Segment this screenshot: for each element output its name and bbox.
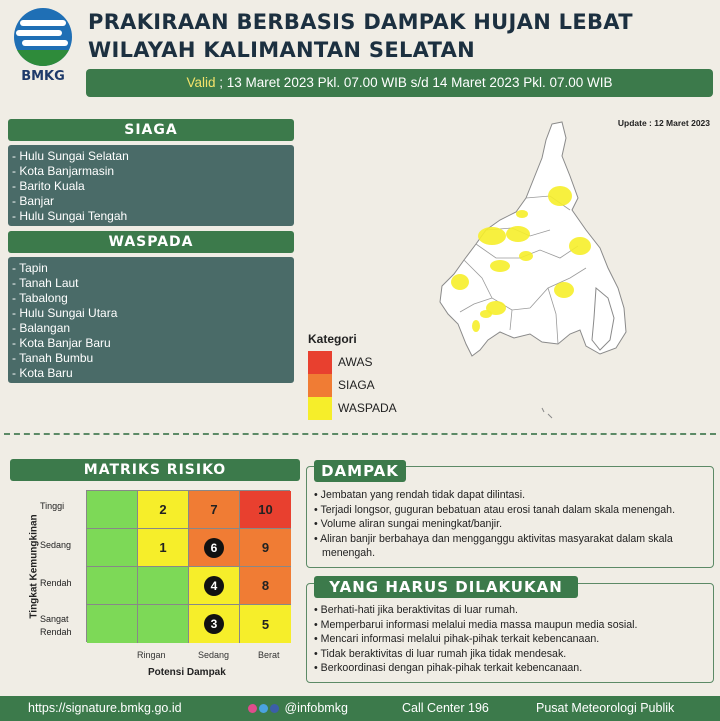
matrix-cell-value: 9 — [261, 540, 270, 555]
row-label-sedang — [40, 539, 71, 552]
col-label-ringan: Ringan — [137, 650, 166, 660]
list-item: - Tanah Laut — [12, 276, 79, 290]
title-line-2: WILAYAH KALIMANTAN SELATAN — [88, 38, 476, 62]
row-label-rendah — [40, 577, 72, 590]
list-item: • Tidak beraktivitas di luar rumah jika tidak mendesak. — [314, 647, 567, 660]
legend-swatch — [308, 351, 332, 374]
social-handle[interactable] — [248, 701, 348, 715]
matrix-cell-value: 5 — [261, 616, 270, 632]
list-item: • Memperbarui informasi melalui media massa maupun media sosial. — [314, 618, 638, 631]
row-label-text: Sangat — [40, 614, 69, 624]
waspada-list — [8, 257, 294, 383]
dampak-title: DAMPAK — [314, 460, 406, 482]
website-link[interactable]: https://signature.bmkg.go.id — [28, 701, 182, 715]
matrix-cell — [189, 529, 240, 567]
logo-text: BMKG — [21, 69, 65, 84]
matrix-cell — [240, 491, 291, 529]
list-item: - Hulu Sungai Selatan — [12, 149, 129, 163]
matrix-cell — [189, 567, 240, 605]
legend-label: AWAS — [338, 355, 373, 369]
waspada-area — [478, 227, 506, 245]
valid-period: ; 13 Maret 2023 Pkl. 07.00 WIB s/d 14 Maret 2023 Pkl. 07.00 WIB — [215, 75, 613, 90]
matrix-cell — [87, 605, 138, 643]
list-item: - Barito Kuala — [12, 179, 85, 193]
col-label-sedang: Sedang — [198, 650, 230, 660]
siaga-header: SIAGA — [8, 119, 294, 141]
unit-name: Pusat Meteorologi Publik — [536, 701, 675, 715]
title-line-1: PRAKIRAAN BERBASIS DAMPAK HUJAN LEBAT — [88, 10, 633, 34]
waspada-area — [554, 282, 574, 298]
dampak-list — [314, 488, 706, 561]
legend-siaga — [308, 374, 418, 397]
waspada-area — [519, 251, 533, 261]
legend-swatch — [308, 374, 332, 397]
social-handle-text: @infobmkg — [284, 701, 348, 715]
list-item: • Aliran banjir berbahaya dan mengganggu aktivitas masyarakat dalam skala menengah. — [314, 532, 673, 559]
actions-list — [314, 603, 706, 676]
list-item: - Balangan — [12, 321, 71, 335]
waspada-area — [480, 310, 492, 318]
legend-waspada — [308, 397, 418, 420]
kategori-title: Kategori — [308, 332, 357, 346]
row-label-text: Sedang — [40, 540, 72, 550]
row-label-text: Rendah — [40, 627, 72, 637]
matrix-cell-value: 4 — [204, 576, 224, 596]
matrix-title: MATRIKS RISIKO — [10, 459, 300, 481]
risk-matrix-grid — [86, 490, 290, 642]
matrix-cell — [240, 529, 291, 567]
valid-label: Valid — [186, 75, 216, 90]
list-item: - Tabalong — [12, 291, 68, 305]
list-item: - Hulu Sungai Utara — [12, 306, 118, 320]
matrix-cell — [87, 491, 138, 529]
matrix-cell-value: 1 — [159, 540, 167, 555]
list-item: - Tanah Bumbu — [12, 351, 94, 365]
list-item: • Berkoordinasi dengan pihak-pihak terkait kebencanaan. — [314, 662, 583, 674]
row-label-text: Rendah — [40, 578, 72, 588]
waspada-area — [490, 260, 510, 272]
list-item: - Kota Baru — [12, 366, 73, 380]
list-item: - Banjar — [12, 194, 55, 208]
list-item: • Terjadi longsor, guguran bebatuan atau erosi tanah dalam skala menengah. — [314, 503, 676, 516]
row-label-text: Tinggi — [40, 501, 65, 511]
matrix-cell-value: 6 — [204, 538, 224, 558]
bmkg-emblem-icon — [14, 8, 72, 66]
list-item: - Tapin — [12, 261, 48, 275]
list-item: - Hulu Sungai Tengah — [12, 209, 128, 223]
matrix-cell-value: 2 — [159, 502, 167, 517]
waspada-area — [472, 320, 480, 332]
matrix-cell — [138, 567, 189, 605]
waspada-area — [548, 186, 572, 206]
waspada-area — [506, 226, 530, 242]
call-center: Call Center 196 — [402, 701, 489, 715]
matrix-cell — [189, 605, 240, 643]
row-label-sangat-rendah — [40, 613, 72, 639]
matrix-cell — [138, 491, 189, 529]
matrix-cell — [189, 491, 240, 529]
matrix-cell — [138, 605, 189, 643]
section-divider — [4, 433, 716, 435]
waspada-area — [451, 274, 469, 290]
instagram-icon — [248, 704, 257, 713]
matrix-cell — [87, 529, 138, 567]
bmkg-logo — [12, 8, 74, 88]
legend-label: WASPADA — [338, 401, 397, 415]
legend-awas — [308, 351, 418, 374]
region-map — [430, 118, 635, 426]
small-islets — [542, 408, 552, 418]
matrix-cell-value: 3 — [204, 614, 224, 634]
list-item: • Volume aliran sungai meningkat/banjir. — [314, 518, 503, 530]
footer — [0, 696, 720, 721]
waspada-area — [516, 210, 528, 218]
matrix-cell — [240, 605, 291, 643]
twitter-icon — [259, 704, 268, 713]
facebook-icon — [270, 704, 279, 713]
row-label-tinggi — [40, 500, 64, 513]
legend-swatch — [308, 397, 332, 420]
matrix-cell — [240, 567, 291, 605]
update-date: Update : 12 Maret 2023 — [617, 118, 710, 128]
list-item: - Kota Banjarmasin — [12, 164, 115, 178]
matrix-cell-value: 7 — [210, 502, 218, 517]
page-title — [88, 8, 633, 64]
waspada-header: WASPADA — [8, 231, 294, 253]
siaga-list — [8, 145, 294, 226]
list-item: • Jembatan yang rendah tidak dapat dilintasi. — [314, 489, 526, 501]
validity-bar — [86, 69, 713, 97]
matrix-cell-value: 8 — [261, 578, 270, 593]
matrix-cell-value: 10 — [258, 502, 273, 517]
x-axis-label: Potensi Dampak — [148, 667, 226, 678]
y-axis-label: Tingkat Kemungkinan — [28, 514, 40, 619]
waspada-area — [569, 237, 591, 255]
matrix-cell — [138, 529, 189, 567]
y-axis-label-wrap — [14, 505, 40, 635]
list-item: • Mencari informasi melalui pihak-pihak terkait kebencanaan. — [314, 633, 600, 645]
actions-title: YANG HARUS DILAKUKAN — [314, 576, 578, 598]
col-label-berat: Berat — [258, 650, 280, 660]
matrix-cell — [87, 567, 138, 605]
list-item: - Kota Banjar Baru — [12, 336, 111, 350]
legend-label: SIAGA — [338, 378, 375, 392]
list-item: • Berhati-hati jika beraktivitas di luar rumah. — [314, 604, 518, 616]
